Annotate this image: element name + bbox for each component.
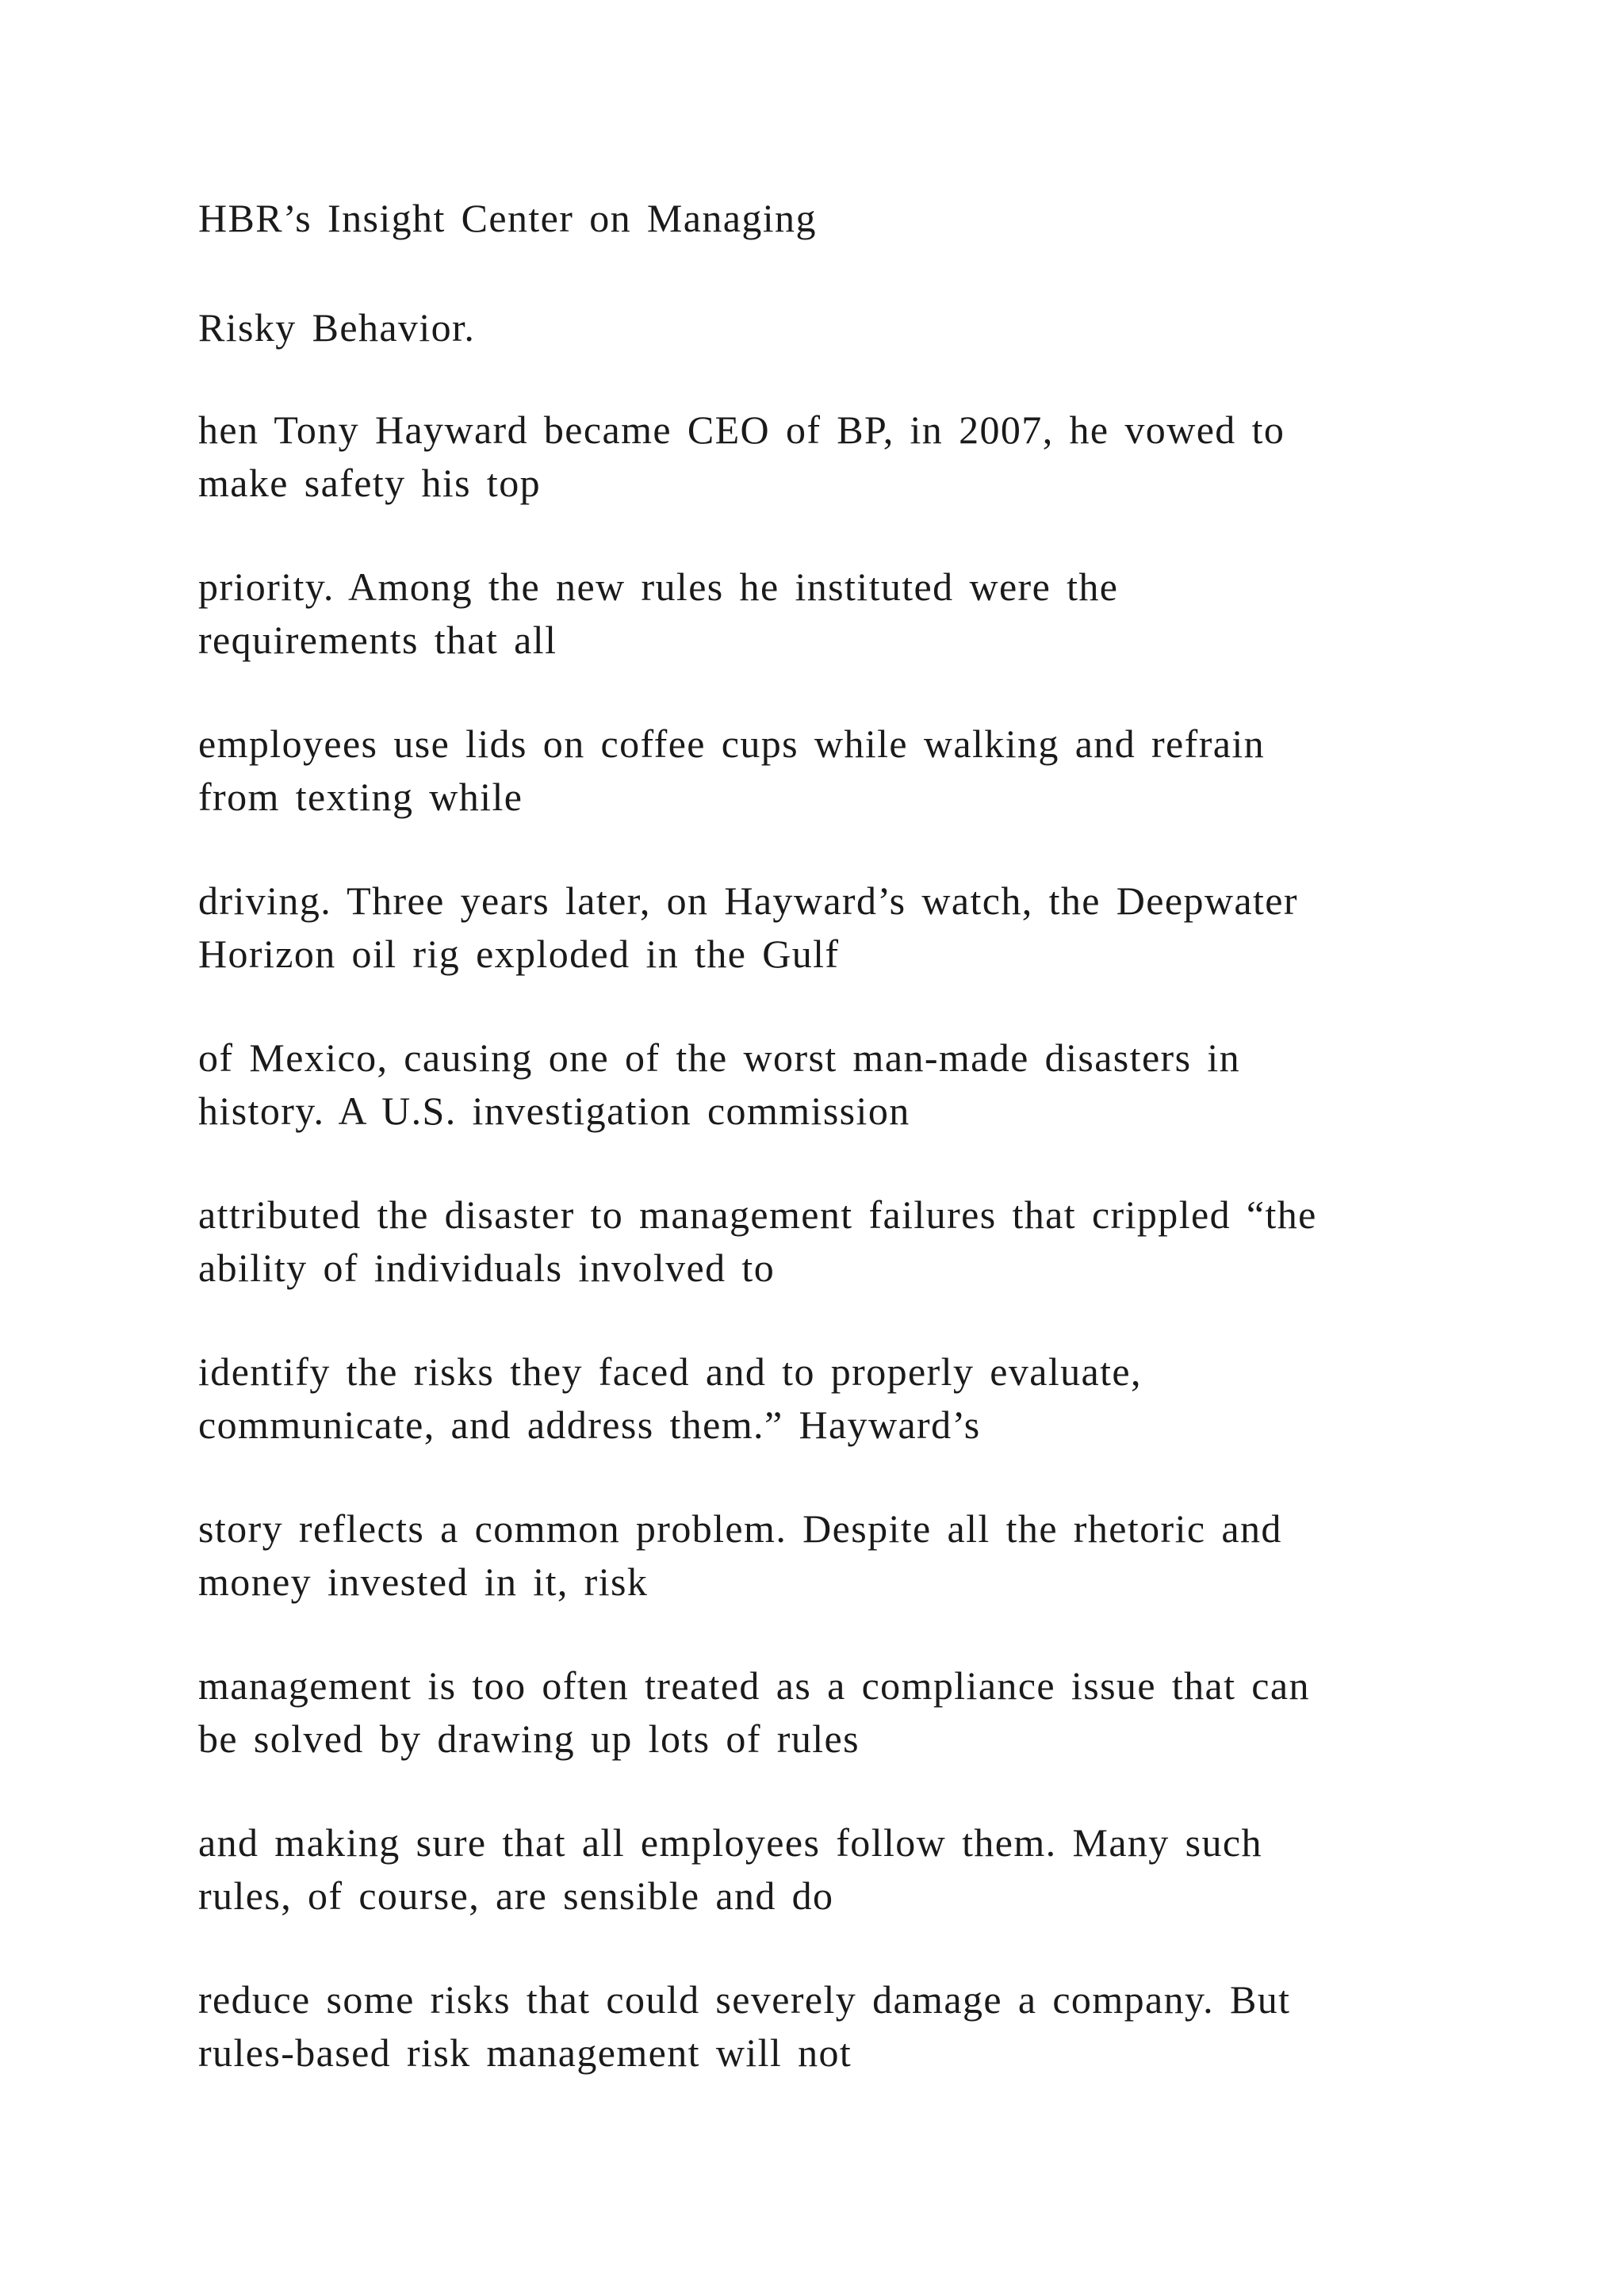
text-line: be solved by drawing up lots of rules [198,1716,860,1761]
text-line: reduce some risks that could severely damage a company. But [198,1977,1291,2022]
paragraph [198,404,1285,510]
paragraph [198,561,1118,667]
paragraph [198,1659,1310,1766]
paragraph [198,1031,1240,1138]
text-line: Risky Behavior. [198,305,476,350]
text-line: rules-based risk management will not [198,2030,852,2075]
text-line: hen Tony Hayward became CEO of BP, in 2007, he vowed to [198,408,1285,452]
paragraph [198,1502,1282,1609]
text-line: identify the risks they faced and to properly evaluate, [198,1349,1142,1394]
paragraph [198,718,1265,824]
paragraph [198,1816,1262,1923]
text-line: HBR’s Insight Center on Managing [198,196,817,240]
text-line: employees use lids on coffee cups while walking and refrain [198,721,1266,766]
text-line: history. A U.S. investigation commission [198,1089,910,1133]
text-line: requirements that all [198,618,557,662]
paragraph [198,874,1298,981]
text-line: communicate, and address them.” Hayward’s [198,1402,981,1447]
paragraph-heading-line-1 [198,192,817,245]
text-line: rules, of course, are sensible and do [198,1873,834,1918]
paragraph [198,1188,1317,1295]
text-line: Horizon oil rig exploded in the Gulf [198,932,840,976]
text-line: from texting while [198,775,523,819]
text-line: ability of individuals involved to [198,1246,776,1290]
text-line: management is too often treated as a compliance issue that can [198,1663,1310,1708]
paragraph-heading-line-2 [198,301,475,354]
text-line: attributed the disaster to management failures that crippled “the [198,1192,1317,1237]
paragraph [198,1973,1290,2080]
text-line: driving. Three years later, on Hayward’s watch, the Deepwater [198,878,1298,923]
text-line: of Mexico, causing one of the worst man-made disasters in [198,1035,1241,1080]
text-line: make safety his top [198,461,542,505]
text-line: money invested in it, risk [198,1559,649,1604]
text-line: priority. Among the new rules he instituted were the [198,564,1119,609]
text-line: story reflects a common problem. Despite all the rhetoric and [198,1506,1282,1551]
paragraph [198,1345,1142,1452]
text-line: and making sure that all employees follow them. Many such [198,1820,1262,1865]
